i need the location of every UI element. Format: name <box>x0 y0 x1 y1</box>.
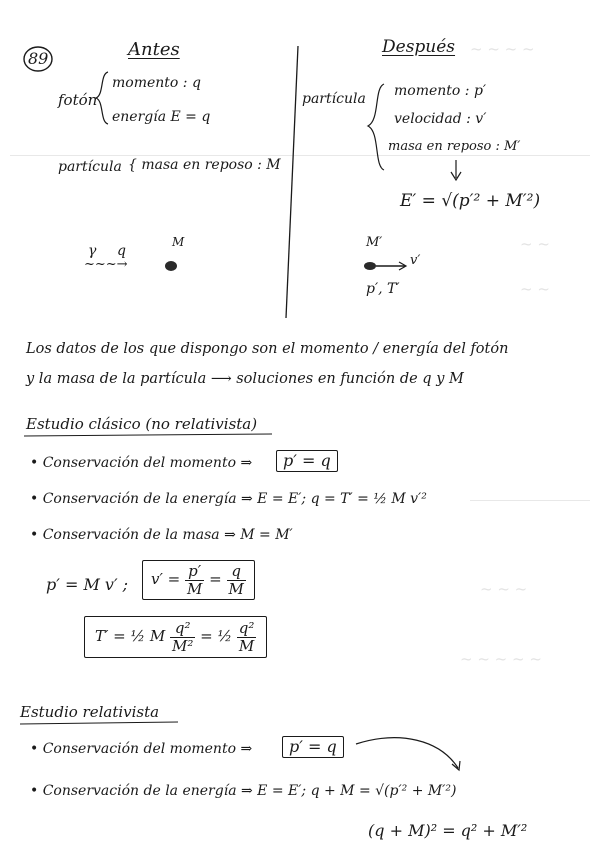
after-rest-mass: masa en reposo : M′ <box>388 139 521 154</box>
brace-particle-after <box>368 84 384 170</box>
T-frac-1: $\frac{\text{q²}}{\text{M²}}$ <box>171 619 194 655</box>
velocity-lhs: v′ = <box>151 570 181 588</box>
intro-line-2: y la masa de la partícula ⟶ soluciones en función de q y M <box>26 371 464 387</box>
diagram-gamma: γ <box>88 243 97 259</box>
header-after: Después <box>382 37 456 57</box>
velocity-frac-2: $\frac{q}{M}$ <box>228 562 244 598</box>
diagram-pT-after: p′, T′ <box>366 281 400 297</box>
classical-mass: • Conservación de la masa ⇒ M = M′ <box>30 527 293 543</box>
brace-photon <box>96 72 108 124</box>
classical-momentum: • Conservación del momento ⇒ <box>30 455 253 471</box>
relativistic-last-line: (q + M)² = q² + M′² <box>368 821 528 840</box>
relativistic-momentum-box: p′ = q <box>282 736 344 758</box>
diagram-v-after: v′ <box>410 253 421 268</box>
diagram-q: q <box>117 243 126 259</box>
classical-momentum-box: p′ = q <box>276 450 338 472</box>
classical-T-box <box>84 616 267 658</box>
T-mid: = ½ <box>200 627 232 645</box>
photon-momentum: momento : q <box>112 75 201 91</box>
photon-energy: energía E = q <box>112 109 211 125</box>
relativistic-title: Estudio relativista <box>20 703 160 721</box>
diagram-photon-wave: ~~~→ <box>84 257 128 272</box>
page-number: 89 <box>28 49 49 68</box>
after-momentum: momento : p′ <box>394 83 487 99</box>
particle-dot-before <box>165 261 177 271</box>
diagram-M-before: M <box>172 235 185 249</box>
velocity-eq: = <box>209 570 222 588</box>
classical-title: Estudio clásico (no relativista) <box>26 415 258 433</box>
bleed-through-text: ~ ~ ~ ~ <box>470 40 535 58</box>
after-energy-formula: E′ = √(p′² + M′²) <box>400 191 541 211</box>
classical-p-relation: p′ = M v′ ; <box>46 575 129 594</box>
header-before: Antes <box>128 39 180 60</box>
bleed-through-text: ~ ~ <box>520 235 550 253</box>
intro-line-1: Los datos de los que dispongo son el momento / energía del fotón <box>26 341 509 357</box>
bleed-through-text: ~ ~ <box>520 280 550 298</box>
particle-label-before: partícula <box>58 159 122 175</box>
T-lhs: T′ = ½ M <box>95 627 166 645</box>
photon-label: fotón <box>58 91 98 109</box>
relativistic-energy: • Conservación de la energía ⇒ E = E′; q + M = √(p′² + M′²) <box>30 783 457 799</box>
classical-velocity-box <box>142 560 255 600</box>
after-velocity: velocidad : v′ <box>394 111 487 127</box>
classical-energy: • Conservación de la energía ⇒ E = E′; q = T′ = ½ M v′² <box>30 491 427 507</box>
bleed-through-text: ~ ~ ~ ~ ~ <box>460 650 542 668</box>
bleed-through-text: ~ ~ ~ <box>480 580 528 598</box>
particle-label-after: partícula <box>302 91 366 107</box>
particle-dot-after <box>364 262 376 270</box>
velocity-frac-1: $\frac{p'}{M}$ <box>187 562 203 598</box>
diagram-M-after: M′ <box>366 235 383 250</box>
T-frac-2: $\frac{\text{q²}}{M}$ <box>238 619 255 655</box>
particle-rest-mass: { masa en reposo : M <box>128 157 281 173</box>
column-divider <box>286 46 298 318</box>
relativistic-momentum: • Conservación del momento ⇒ <box>30 741 253 757</box>
